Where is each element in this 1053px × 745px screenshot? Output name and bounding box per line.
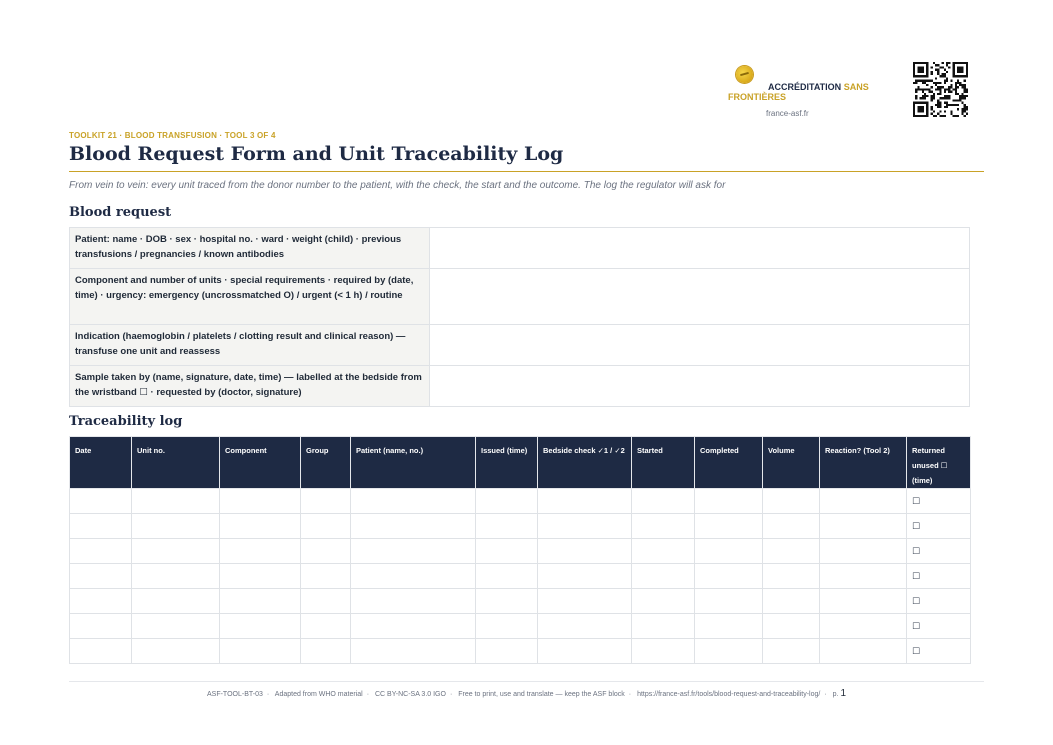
cell-bedside-check[interactable] (538, 489, 632, 514)
column-header-started: Started (632, 437, 695, 489)
cell-issued[interactable] (476, 514, 538, 539)
request-row (70, 366, 970, 407)
cell-issued[interactable] (476, 589, 538, 614)
cell-reaction[interactable] (820, 539, 907, 564)
cell-volume[interactable] (763, 539, 820, 564)
cell-component[interactable] (220, 639, 301, 664)
table-row (70, 489, 971, 514)
log-header-row (70, 437, 971, 489)
table-row (70, 639, 971, 664)
cell-patient[interactable] (351, 489, 476, 514)
cell-unit-no[interactable] (132, 564, 220, 589)
cell-date[interactable] (70, 639, 132, 664)
column-header-date: Date (70, 437, 132, 489)
log-body (70, 489, 971, 664)
request-label: Patient: name · DOB · sex · hospital no. · ward · weight (child) · previous transfusions / pregnancies / known antibodies (70, 228, 430, 269)
returned-unused-checkbox[interactable]: ☐ (912, 595, 921, 606)
table-row (70, 514, 971, 539)
column-header-issued: Issued (time) (476, 437, 538, 489)
cell-returned-unused[interactable] (907, 614, 971, 639)
cell-patient[interactable] (351, 614, 476, 639)
cell-component[interactable] (220, 589, 301, 614)
column-header-returned-unused: Returned unused ☐ (time) (907, 437, 971, 489)
title-divider (69, 171, 984, 172)
cell-returned-unused[interactable] (907, 564, 971, 589)
footer-license: CC BY-NC-SA 3.0 IGO (375, 691, 446, 698)
footer-divider (69, 681, 984, 682)
cell-date[interactable] (70, 514, 132, 539)
brand-url[interactable]: france-asf.fr (766, 109, 809, 118)
cell-reaction[interactable] (820, 639, 907, 664)
column-header-completed: Completed (695, 437, 763, 489)
cell-bedside-check[interactable] (538, 564, 632, 589)
cell-group[interactable] (301, 514, 351, 539)
cell-returned-unused[interactable] (907, 639, 971, 664)
cell-reaction[interactable] (820, 564, 907, 589)
cell-reaction[interactable] (820, 514, 907, 539)
cell-volume[interactable] (763, 489, 820, 514)
brand-name: ACCRÉDITATION SANS FRONTIÈRES (728, 82, 869, 102)
column-header-reaction: Reaction? (Tool 2) (820, 437, 907, 489)
cell-group[interactable] (301, 614, 351, 639)
cell-started[interactable] (632, 564, 695, 589)
cell-unit-no[interactable] (132, 539, 220, 564)
cell-date[interactable] (70, 489, 132, 514)
cell-started[interactable] (632, 639, 695, 664)
cell-date[interactable] (70, 614, 132, 639)
page-number-prefix: p. (832, 691, 839, 698)
cell-patient[interactable] (351, 564, 476, 589)
returned-unused-checkbox[interactable]: ☐ (912, 545, 921, 556)
cell-started[interactable] (632, 589, 695, 614)
table-row (70, 564, 971, 589)
cell-volume[interactable] (763, 589, 820, 614)
cell-group[interactable] (301, 489, 351, 514)
request-label: Indication (haemoglobin / platelets / clotting result and clinical reason) — transfuse one unit and reassess (70, 325, 430, 366)
column-header-volume: Volume (763, 437, 820, 489)
traceability-log-table (69, 436, 971, 664)
cell-completed[interactable] (695, 589, 763, 614)
cell-issued[interactable] (476, 639, 538, 664)
cell-bedside-check[interactable] (538, 589, 632, 614)
footer-doc-id: ASF-TOOL-BT-03 (206, 691, 263, 698)
page-subtitle: From vein to vein: every unit traced from the donor number to the patient, with the check, the start and the outcome. The log the regulator will ask for (69, 180, 726, 191)
cell-component[interactable] (220, 514, 301, 539)
returned-unused-checkbox[interactable]: ☐ (912, 645, 921, 656)
returned-unused-checkbox[interactable]: ☐ (912, 520, 921, 531)
cell-reaction[interactable] (820, 614, 907, 639)
footer-usage: Free to print, use and translate — keep the ASF block (458, 691, 625, 698)
cell-patient[interactable] (351, 639, 476, 664)
cell-patient[interactable] (351, 514, 476, 539)
footer-source: Adapted from WHO material (274, 691, 363, 698)
cell-group[interactable] (301, 639, 351, 664)
footer-url[interactable]: https://france-asf.fr/tools/blood-request-and-traceability-log/ (637, 691, 821, 698)
cell-date[interactable] (70, 539, 132, 564)
cell-bedside-check[interactable] (538, 614, 632, 639)
request-value-field[interactable] (430, 325, 970, 366)
cell-started[interactable] (632, 489, 695, 514)
traceability-log-heading: Traceability log (69, 414, 183, 429)
cell-reaction[interactable] (820, 589, 907, 614)
cell-started[interactable] (632, 514, 695, 539)
returned-unused-checkbox[interactable]: ☐ (912, 495, 921, 506)
cell-unit-no[interactable] (132, 514, 220, 539)
cell-completed[interactable] (695, 564, 763, 589)
column-header-unit-no: Unit no. (132, 437, 220, 489)
cell-completed[interactable] (695, 639, 763, 664)
cell-patient[interactable] (351, 539, 476, 564)
cell-component[interactable] (220, 564, 301, 589)
column-header-patient: Patient (name, no.) (351, 437, 476, 489)
cell-component[interactable] (220, 539, 301, 564)
cell-patient[interactable] (351, 589, 476, 614)
cell-returned-unused[interactable] (907, 489, 971, 514)
column-header-group: Group (301, 437, 351, 489)
qr-code-icon (913, 62, 968, 117)
cell-completed[interactable] (695, 514, 763, 539)
cell-returned-unused[interactable] (907, 514, 971, 539)
returned-unused-checkbox[interactable]: ☐ (912, 570, 921, 581)
cell-date[interactable] (70, 564, 132, 589)
cell-bedside-check[interactable] (538, 639, 632, 664)
page-number: 1 (840, 688, 846, 699)
cell-unit-no[interactable] (132, 589, 220, 614)
cell-reaction[interactable] (820, 489, 907, 514)
request-value-field[interactable] (430, 269, 970, 325)
cell-unit-no[interactable] (132, 489, 220, 514)
blood-request-heading: Blood request (69, 205, 172, 220)
cell-completed[interactable] (695, 489, 763, 514)
asf-logo-icon (736, 66, 753, 83)
cell-group[interactable] (301, 589, 351, 614)
cell-volume[interactable] (763, 614, 820, 639)
cell-issued[interactable] (476, 564, 538, 589)
cell-started[interactable] (632, 614, 695, 639)
cell-started[interactable] (632, 539, 695, 564)
page-footer: ASF-TOOL-BT-03 · Adapted from WHO material · CC BY-NC-SA 3.0 IGO · Free to print, use and translate — keep the ASF block · https://france-asf.fr/tools/blood-request-and-traceability-log/ · p. 1 (206, 688, 846, 699)
cell-returned-unused[interactable] (907, 539, 971, 564)
request-label: Sample taken by (name, signature, date, time) — labelled at the bedside from the wristband ☐ · requested by (doctor, signature) (70, 366, 430, 407)
cell-completed[interactable] (695, 539, 763, 564)
cell-group[interactable] (301, 564, 351, 589)
column-header-bedside-check: Bedside check ✓1 / ✓2 (538, 437, 632, 489)
page-title: Blood Request Form and Unit Traceability Log (69, 143, 564, 165)
table-row (70, 614, 971, 639)
cell-issued[interactable] (476, 614, 538, 639)
cell-component[interactable] (220, 614, 301, 639)
table-row (70, 589, 971, 614)
request-row (70, 269, 970, 325)
cell-issued[interactable] (476, 539, 538, 564)
cell-volume[interactable] (763, 564, 820, 589)
cell-issued[interactable] (476, 489, 538, 514)
request-row (70, 325, 970, 366)
cell-bedside-check[interactable] (538, 514, 632, 539)
cell-component[interactable] (220, 489, 301, 514)
column-header-component: Component (220, 437, 301, 489)
toolkit-kicker: TOOLKIT 21 · BLOOD TRANSFUSION · TOOL 3 OF 4 (69, 131, 276, 140)
cell-volume[interactable] (763, 639, 820, 664)
request-value-field[interactable] (430, 366, 970, 407)
request-row (70, 228, 970, 269)
cell-group[interactable] (301, 539, 351, 564)
table-row (70, 539, 971, 564)
returned-unused-checkbox[interactable]: ☐ (912, 620, 921, 631)
request-label: Component and number of units · special requirements · required by (date, time) · urgency: emergency (uncrossmatched O) / urgent (< 1 h) / routine (70, 269, 430, 325)
cell-date[interactable] (70, 589, 132, 614)
cell-unit-no[interactable] (132, 639, 220, 664)
cell-volume[interactable] (763, 514, 820, 539)
cell-bedside-check[interactable] (538, 539, 632, 564)
request-value-field[interactable] (430, 228, 970, 269)
cell-unit-no[interactable] (132, 614, 220, 639)
cell-returned-unused[interactable] (907, 589, 971, 614)
cell-completed[interactable] (695, 614, 763, 639)
blood-request-table (69, 227, 970, 407)
